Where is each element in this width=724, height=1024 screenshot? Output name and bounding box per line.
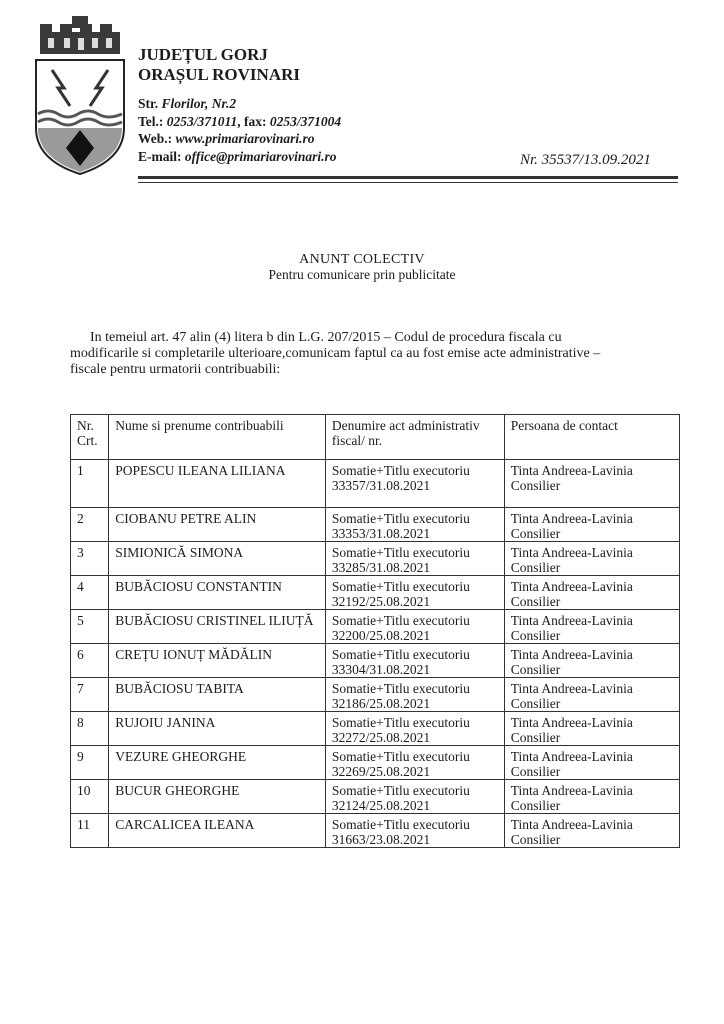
row-contact-role: Consilier [510,730,561,745]
intro-line-2: modificarile si completarile ulterioare,comunicam faptul ca au fost emise acte administrative – [70,346,601,361]
row-contact-name: Tinta Andreea-Lavinia [510,749,633,764]
intro-paragraph [70,330,670,378]
header-nr-line1: Nr. [77,418,94,433]
row-name: POPESCU ILEANA LILIANA [109,460,326,508]
row-act-type: Somatie+Titlu executoriu [331,749,470,764]
row-nr: 4 [71,576,109,610]
row-act-type: Somatie+Titlu executoriu [331,579,470,594]
row-contact-role: Consilier [510,662,561,677]
web-line [138,130,341,148]
row-contact-name: Tinta Andreea-Lavinia [510,783,633,798]
tel-value: 0253/371011 [166,113,238,129]
row-contact-role: Consilier [510,696,561,711]
row-contact [504,746,679,780]
row-act [325,780,504,814]
row-act-type: Somatie+Titlu executoriu [331,511,470,526]
row-contact [504,508,679,542]
contributors-table [70,414,680,848]
row-contact [504,814,679,848]
table-header-row [71,415,680,460]
row-contact [504,678,679,712]
table-row [71,460,680,508]
row-contact-name: Tinta Andreea-Lavinia [510,511,633,526]
row-name: SIMIONICĂ SIMONA [109,542,326,576]
county-name: JUDEȚUL GORJ [138,45,268,64]
header-nr-line2: Crt. [77,433,98,448]
table-row [71,712,680,746]
row-nr: 10 [71,780,109,814]
row-act-nr: 32186/25.08.2021 [331,696,431,711]
row-act-type: Somatie+Titlu executoriu [331,613,470,628]
row-act-type: Somatie+Titlu executoriu [331,817,470,832]
row-nr: 6 [71,644,109,678]
row-nr: 1 [71,460,109,508]
row-contact-name: Tinta Andreea-Lavinia [510,817,633,832]
town-name: ORAȘUL ROVINARI [138,65,300,84]
row-act [325,678,504,712]
row-act [325,508,504,542]
row-act [325,576,504,610]
row-contact [504,780,679,814]
header-divider-thin [138,182,678,183]
phone-line [138,113,341,131]
table-row [71,814,680,848]
row-act [325,542,504,576]
row-act-nr: 32269/25.08.2021 [331,764,431,779]
row-act [325,814,504,848]
row-contact-role: Consilier [510,594,561,609]
document-number: Nr. 35537/13.09.2021 [520,152,651,168]
row-contact-role: Consilier [510,798,561,813]
row-nr: 5 [71,610,109,644]
fax-label: , fax: [237,113,267,129]
table-row [71,644,680,678]
row-act-type: Somatie+Titlu executoriu [331,783,470,798]
row-act-nr: 32192/25.08.2021 [331,594,431,609]
row-name: BUCUR GHEORGHE [109,780,326,814]
row-contact [504,460,679,508]
row-contact [504,712,679,746]
header-nr [71,415,109,460]
row-contact-name: Tinta Andreea-Lavinia [510,579,633,594]
row-name: CREȚU IONUȚ MĂDĂLIN [109,644,326,678]
row-contact-name: Tinta Andreea-Lavinia [510,463,633,478]
header-act [325,415,504,460]
row-act-type: Somatie+Titlu executoriu [331,545,470,560]
email-line [138,148,341,166]
row-act-nr: 32124/25.08.2021 [331,798,431,813]
row-act-type: Somatie+Titlu executoriu [331,681,470,696]
row-contact-role: Consilier [510,764,561,779]
web-link[interactable]: www.primariarovinari.ro [175,131,315,146]
header-name-text: Nume si prenume contribuabili [115,418,284,433]
row-nr: 7 [71,678,109,712]
row-nr: 3 [71,542,109,576]
coat-of-arms-icon [30,10,130,178]
intro-line-1: In temeiul art. 47 alin (4) litera b din L.G. 207/2015 – Codul de procedura fiscala cu [90,330,562,345]
row-nr: 11 [71,814,109,848]
header-contact-text: Persoana de contact [510,418,618,433]
address-value: Florilor, Nr.2 [161,96,237,111]
row-contact [504,610,679,644]
table-row [71,780,680,814]
row-act-nr: 33353/31.08.2021 [331,526,431,541]
email-label: E-mail: [138,148,182,164]
table-row [71,678,680,712]
address-line [138,95,341,113]
announcement-subtitle: Pentru comunicare prin publicitate [268,267,456,282]
row-act-nr: 33285/31.08.2021 [331,560,431,575]
row-contact [504,576,679,610]
row-act-nr: 33304/31.08.2021 [331,662,431,677]
row-contact-name: Tinta Andreea-Lavinia [510,715,633,730]
row-contact-role: Consilier [510,478,561,493]
web-label: Web.: [138,131,173,146]
header-block [138,45,341,165]
header-contact [504,415,679,460]
row-contact-role: Consilier [510,628,561,643]
row-act [325,746,504,780]
row-contact-name: Tinta Andreea-Lavinia [510,647,633,662]
row-act-nr: 31663/23.08.2021 [331,832,431,847]
row-contact-role: Consilier [510,560,561,575]
announcement-title: ANUNT COLECTIV [299,252,425,267]
row-contact-role: Consilier [510,526,561,541]
row-act-type: Somatie+Titlu executoriu [331,715,470,730]
row-name: BUBĂCIOSU TABITA [109,678,326,712]
row-contact [504,542,679,576]
intro-line-3: fiscale pentru urmatorii contribuabili: [70,362,281,377]
row-act [325,460,504,508]
table-row [71,610,680,644]
row-act-nr: 33357/31.08.2021 [331,478,431,493]
table-row [71,542,680,576]
header-act-line1: Denumire act administrativ [331,418,480,433]
header-name [109,415,326,460]
table-row [71,746,680,780]
table-row [71,508,680,542]
header-divider-thick [138,176,678,179]
row-act [325,644,504,678]
row-contact-name: Tinta Andreea-Lavinia [510,681,633,696]
row-nr: 8 [71,712,109,746]
row-act [325,712,504,746]
row-name: BUBĂCIOSU CRISTINEL ILIUȚĂ [109,610,326,644]
row-contact-name: Tinta Andreea-Lavinia [510,545,633,560]
row-name: VEZURE GHEORGHE [109,746,326,780]
address-label: Str. [138,96,159,111]
row-name: RUJOIU JANINA [109,712,326,746]
row-act-nr: 32272/25.08.2021 [331,730,431,745]
fax-value: 0253/371004 [269,113,342,129]
row-act-nr: 32200/25.08.2021 [331,628,431,643]
header-act-line2: fiscal/ nr. [331,433,383,448]
row-name: BUBĂCIOSU CONSTANTIN [109,576,326,610]
row-name: CARCALICEA ILEANA [109,814,326,848]
row-contact-role: Consilier [510,832,561,847]
row-contact-name: Tinta Andreea-Lavinia [510,613,633,628]
row-nr: 9 [71,746,109,780]
email-link[interactable]: office@primariarovinari.ro [184,148,337,164]
row-act-type: Somatie+Titlu executoriu [331,647,470,662]
tel-label: Tel.: [138,113,164,129]
row-nr: 2 [71,508,109,542]
row-name: CIOBANU PETRE ALIN [109,508,326,542]
contact-info [138,95,341,165]
row-act-type: Somatie+Titlu executoriu [331,463,470,478]
table-row [71,576,680,610]
row-act [325,610,504,644]
row-contact [504,644,679,678]
